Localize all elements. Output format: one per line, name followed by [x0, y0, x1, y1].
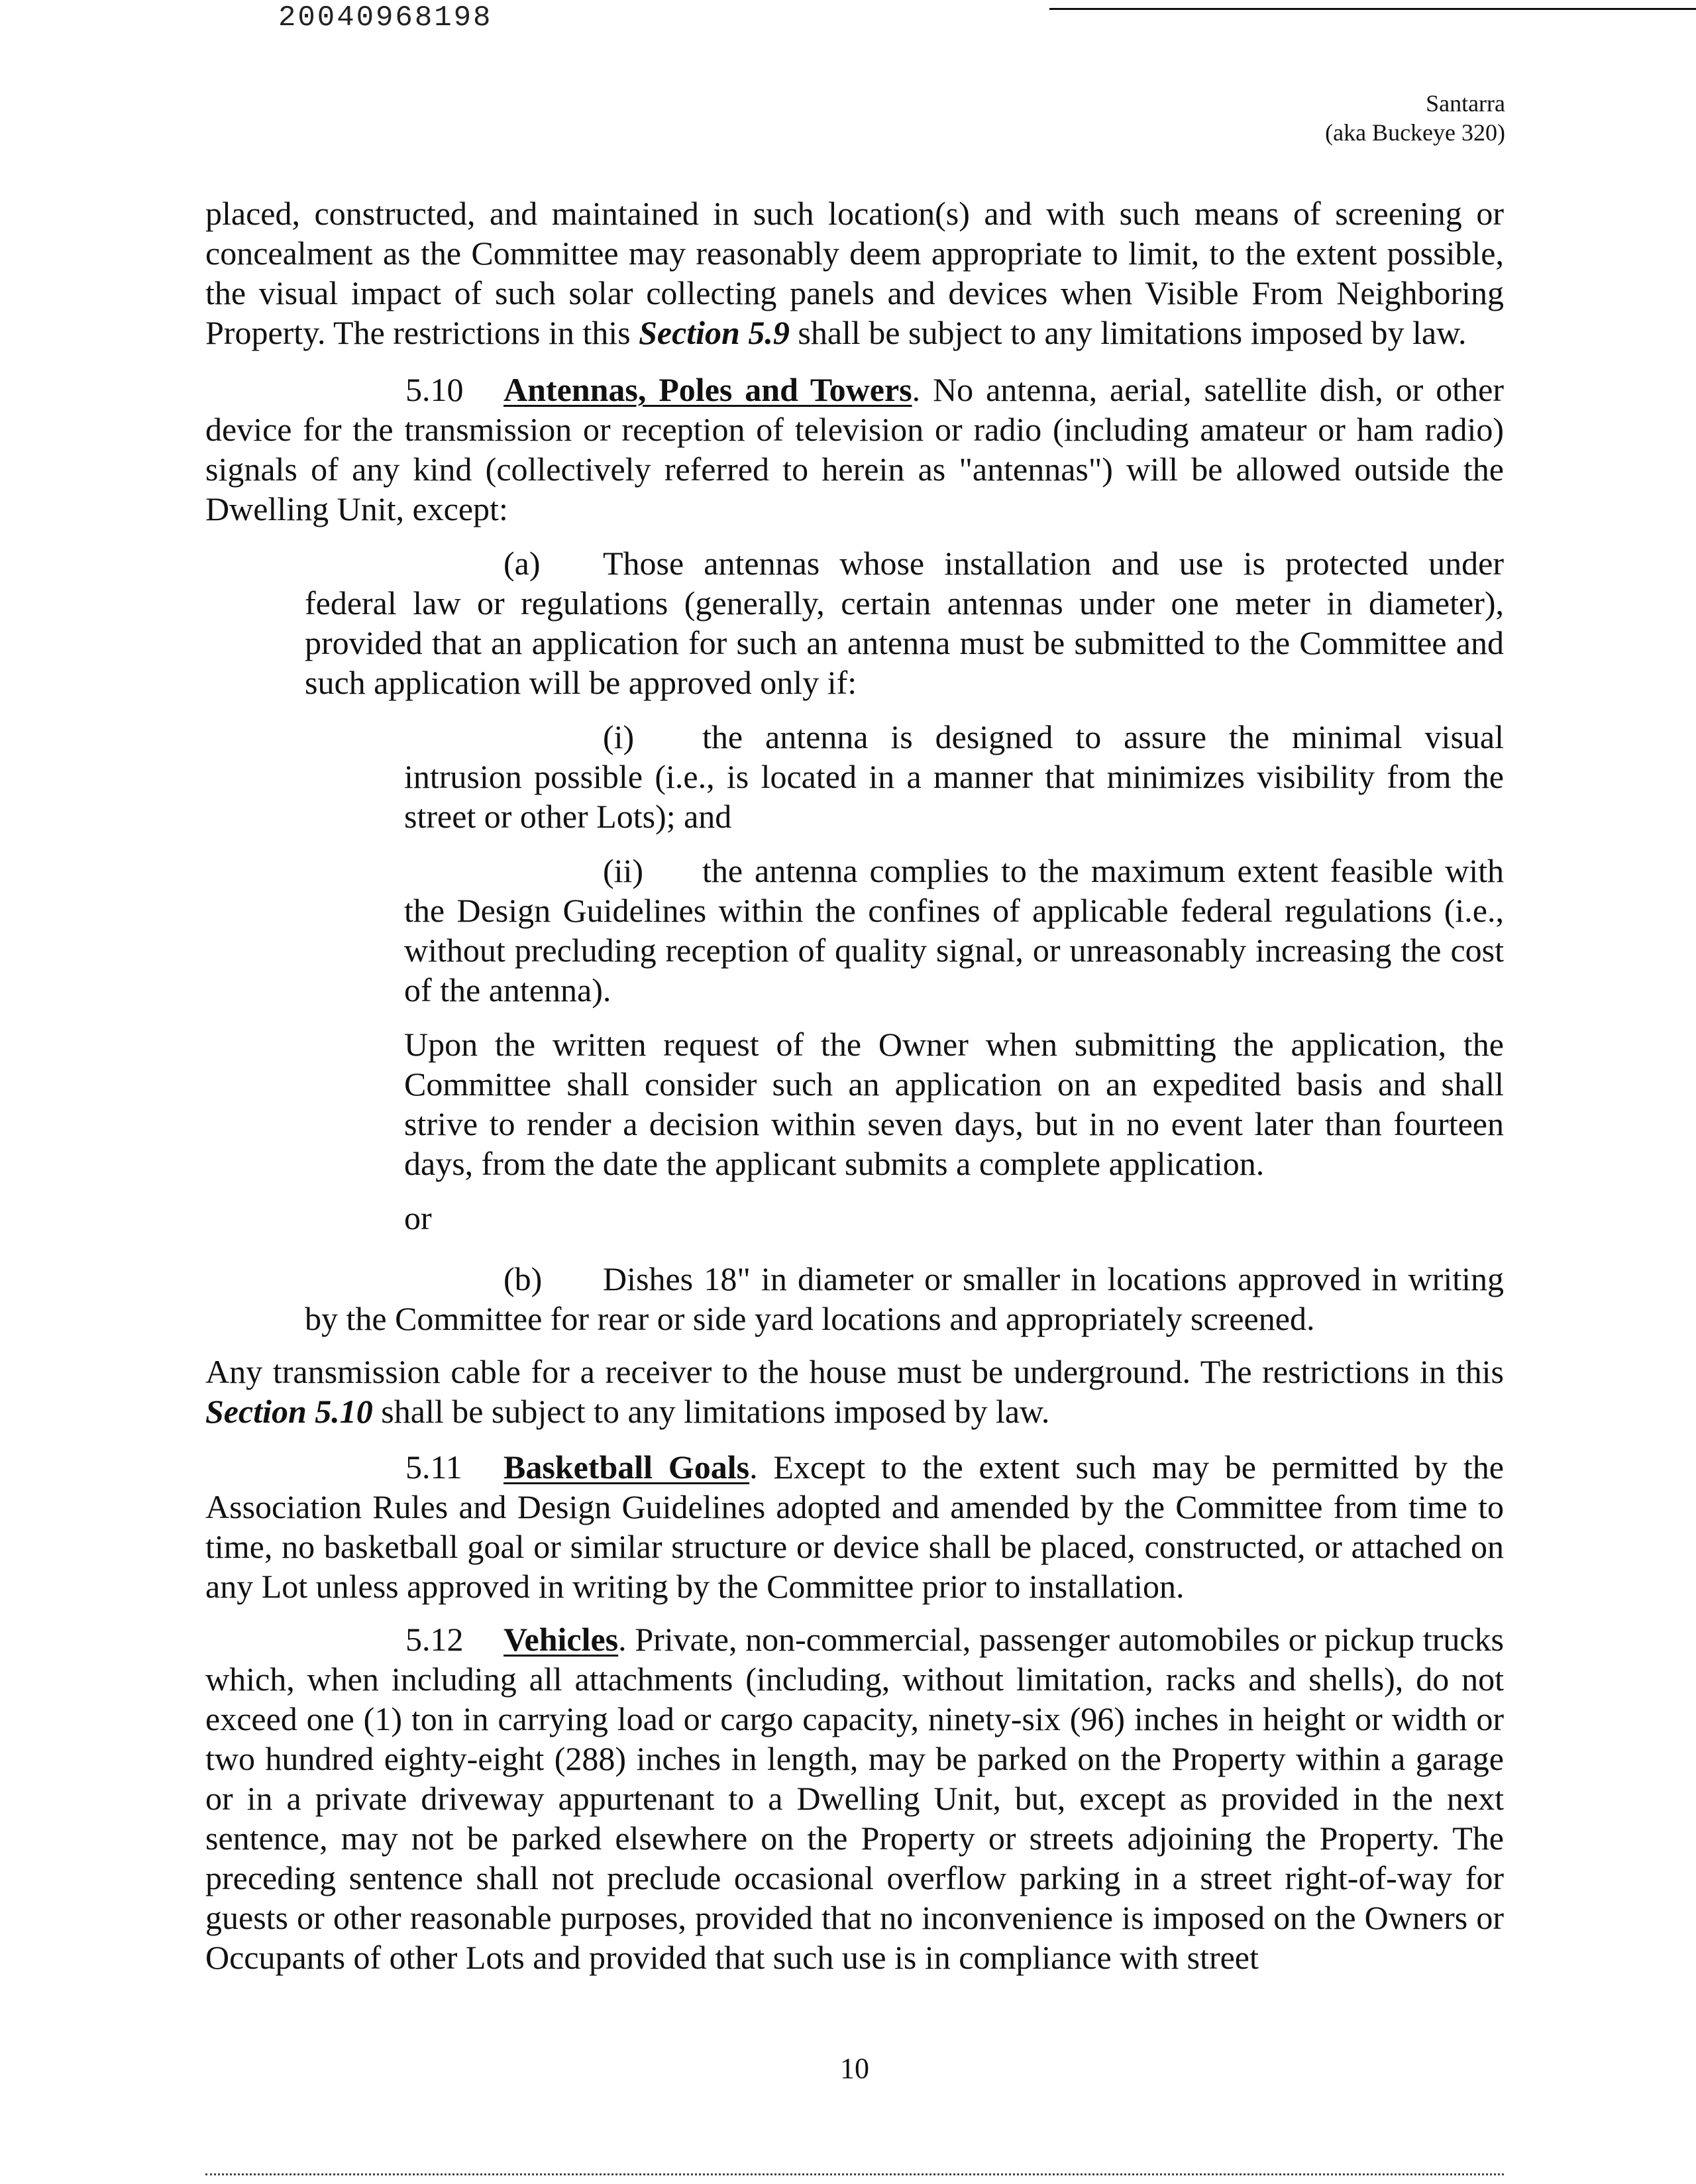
clause-i: [404, 717, 1504, 836]
subsection-text: Dishes 18" in diameter or smaller in locations approved in writing by the Committee for rear or side yard locations and appropriately screened.: [305, 1260, 1504, 1337]
subsection-text: Those antennas whose installation and use is protected under federal law or regulations (generally, certain antennas under one meter in diameter), provided that an application for such an antenna must be submitted to the Committee and such application will be approved only if:: [305, 545, 1504, 701]
running-head-line2: (aka Buckeye 320): [1325, 119, 1505, 146]
paragraph-text: shall be subject to any limitations imposed by law.: [372, 1393, 1050, 1430]
clause-text: the antenna is designed to assure the minimal visual intrusion possible (i.e., is located in a manner that minimizes visibility from the street or other Lots); and: [404, 718, 1504, 835]
section-heading: Basketball Goals: [504, 1448, 750, 1486]
running-head-line1: Santarra: [1426, 90, 1505, 117]
section-text: . Private, non-commercial, passenger automobiles or pickup trucks which, when including all attachments (including, without limitation, racks and shells), do not exceed one (1) ton in carrying load or cargo capacity, ninety-six (96) inches in height or width or two hundred eighty-eight (288) inches in length, may be parked on the Property within a garage or in a private driveway appurtenant to a Dwelling Unit, but, except as provided in the next sentence, may not be parked elsewhere on the Property or streets adjoining the Property. The preceding sentence shall not preclude occasional overflow parking in a street right-of-way for guests or other reasonable purposes, provided that no inconvenience is imposed on the Owners or Occupants of other Lots and provided that such use is in compliance with street: [205, 1621, 1504, 1976]
subsection-label: (a): [504, 545, 541, 582]
clause-ii: [404, 851, 1504, 1010]
top-rule: [1049, 8, 1696, 10]
page-number: 10: [840, 2052, 869, 2085]
paragraph-expedited-request: Upon the written request of the Owner when submitting the application, the Committee shall consider such an application on an expedited basis and shall strive to render a decision within seven days, but in no event later than fourteen days, from the date the applicant submits a complete application.: [404, 1026, 1504, 1182]
section-heading: Antennas, Poles and Towers: [504, 371, 912, 408]
section-number: 5.12: [405, 1621, 464, 1658]
paragraph-transmission-cable: [205, 1352, 1504, 1431]
section-number: 5.10: [405, 371, 464, 408]
paragraph-solar-continuation: [205, 193, 1504, 353]
section-5-10: [205, 370, 1504, 529]
or-connector: or: [404, 1199, 432, 1236]
bottom-rule: [205, 2173, 1504, 2175]
section-reference: Section 5.9: [639, 314, 790, 351]
paragraph-text: shall be subject to any limitations imposed by law.: [789, 314, 1467, 351]
clause-text: the antenna complies to the maximum extent feasible with the Design Guidelines within the confines of applicable federal regulations (i.e., without precluding reception of quality signal, or unreasonably increasing the cost of the antenna).: [404, 852, 1504, 1009]
paragraph-text: Any transmission cable for a receiver to the house must be underground. The restrictions in this: [205, 1353, 1504, 1390]
section-text: . No antenna, aerial, satellite dish, or other device for the transmission or reception of television or radio (including amateur or ham radio) signals of any kind (collectively referred to herein as "antennas") will be allowed outside the Dwelling Unit, except:: [205, 371, 1504, 527]
section-5-12: [205, 1619, 1504, 1977]
clause-label: (i): [603, 718, 635, 755]
subsection-label: (b): [504, 1260, 543, 1297]
section-heading: Vehicles: [504, 1621, 619, 1658]
section-number: 5.11: [405, 1448, 462, 1486]
running-head: [1325, 89, 1505, 147]
subsection-b: [305, 1259, 1504, 1338]
paragraph-text: placed, constructed, and maintained in such location(s) and with such means of screening or concealment as the Committee may reasonably deem appropriate to limit, to the extent possible, the visual impact of such solar collecting panels and devices when Visible From Neighboring Property. The restrictions in this: [205, 195, 1504, 351]
section-5-11: [205, 1447, 1504, 1606]
section-text: . Except to the extent such may be permitted by the Association Rules and Design Guidelines adopted and amended by the Committee from time to time, no basketball goal or similar structure or device shall be placed, constructed, or attached on any Lot unless approved in writing by the Committee prior to installation.: [205, 1448, 1504, 1605]
section-reference: Section 5.10: [205, 1393, 373, 1430]
clause-label: (ii): [603, 852, 644, 889]
recording-number: 20040968198: [278, 1, 493, 34]
subsection-a: [305, 543, 1504, 702]
